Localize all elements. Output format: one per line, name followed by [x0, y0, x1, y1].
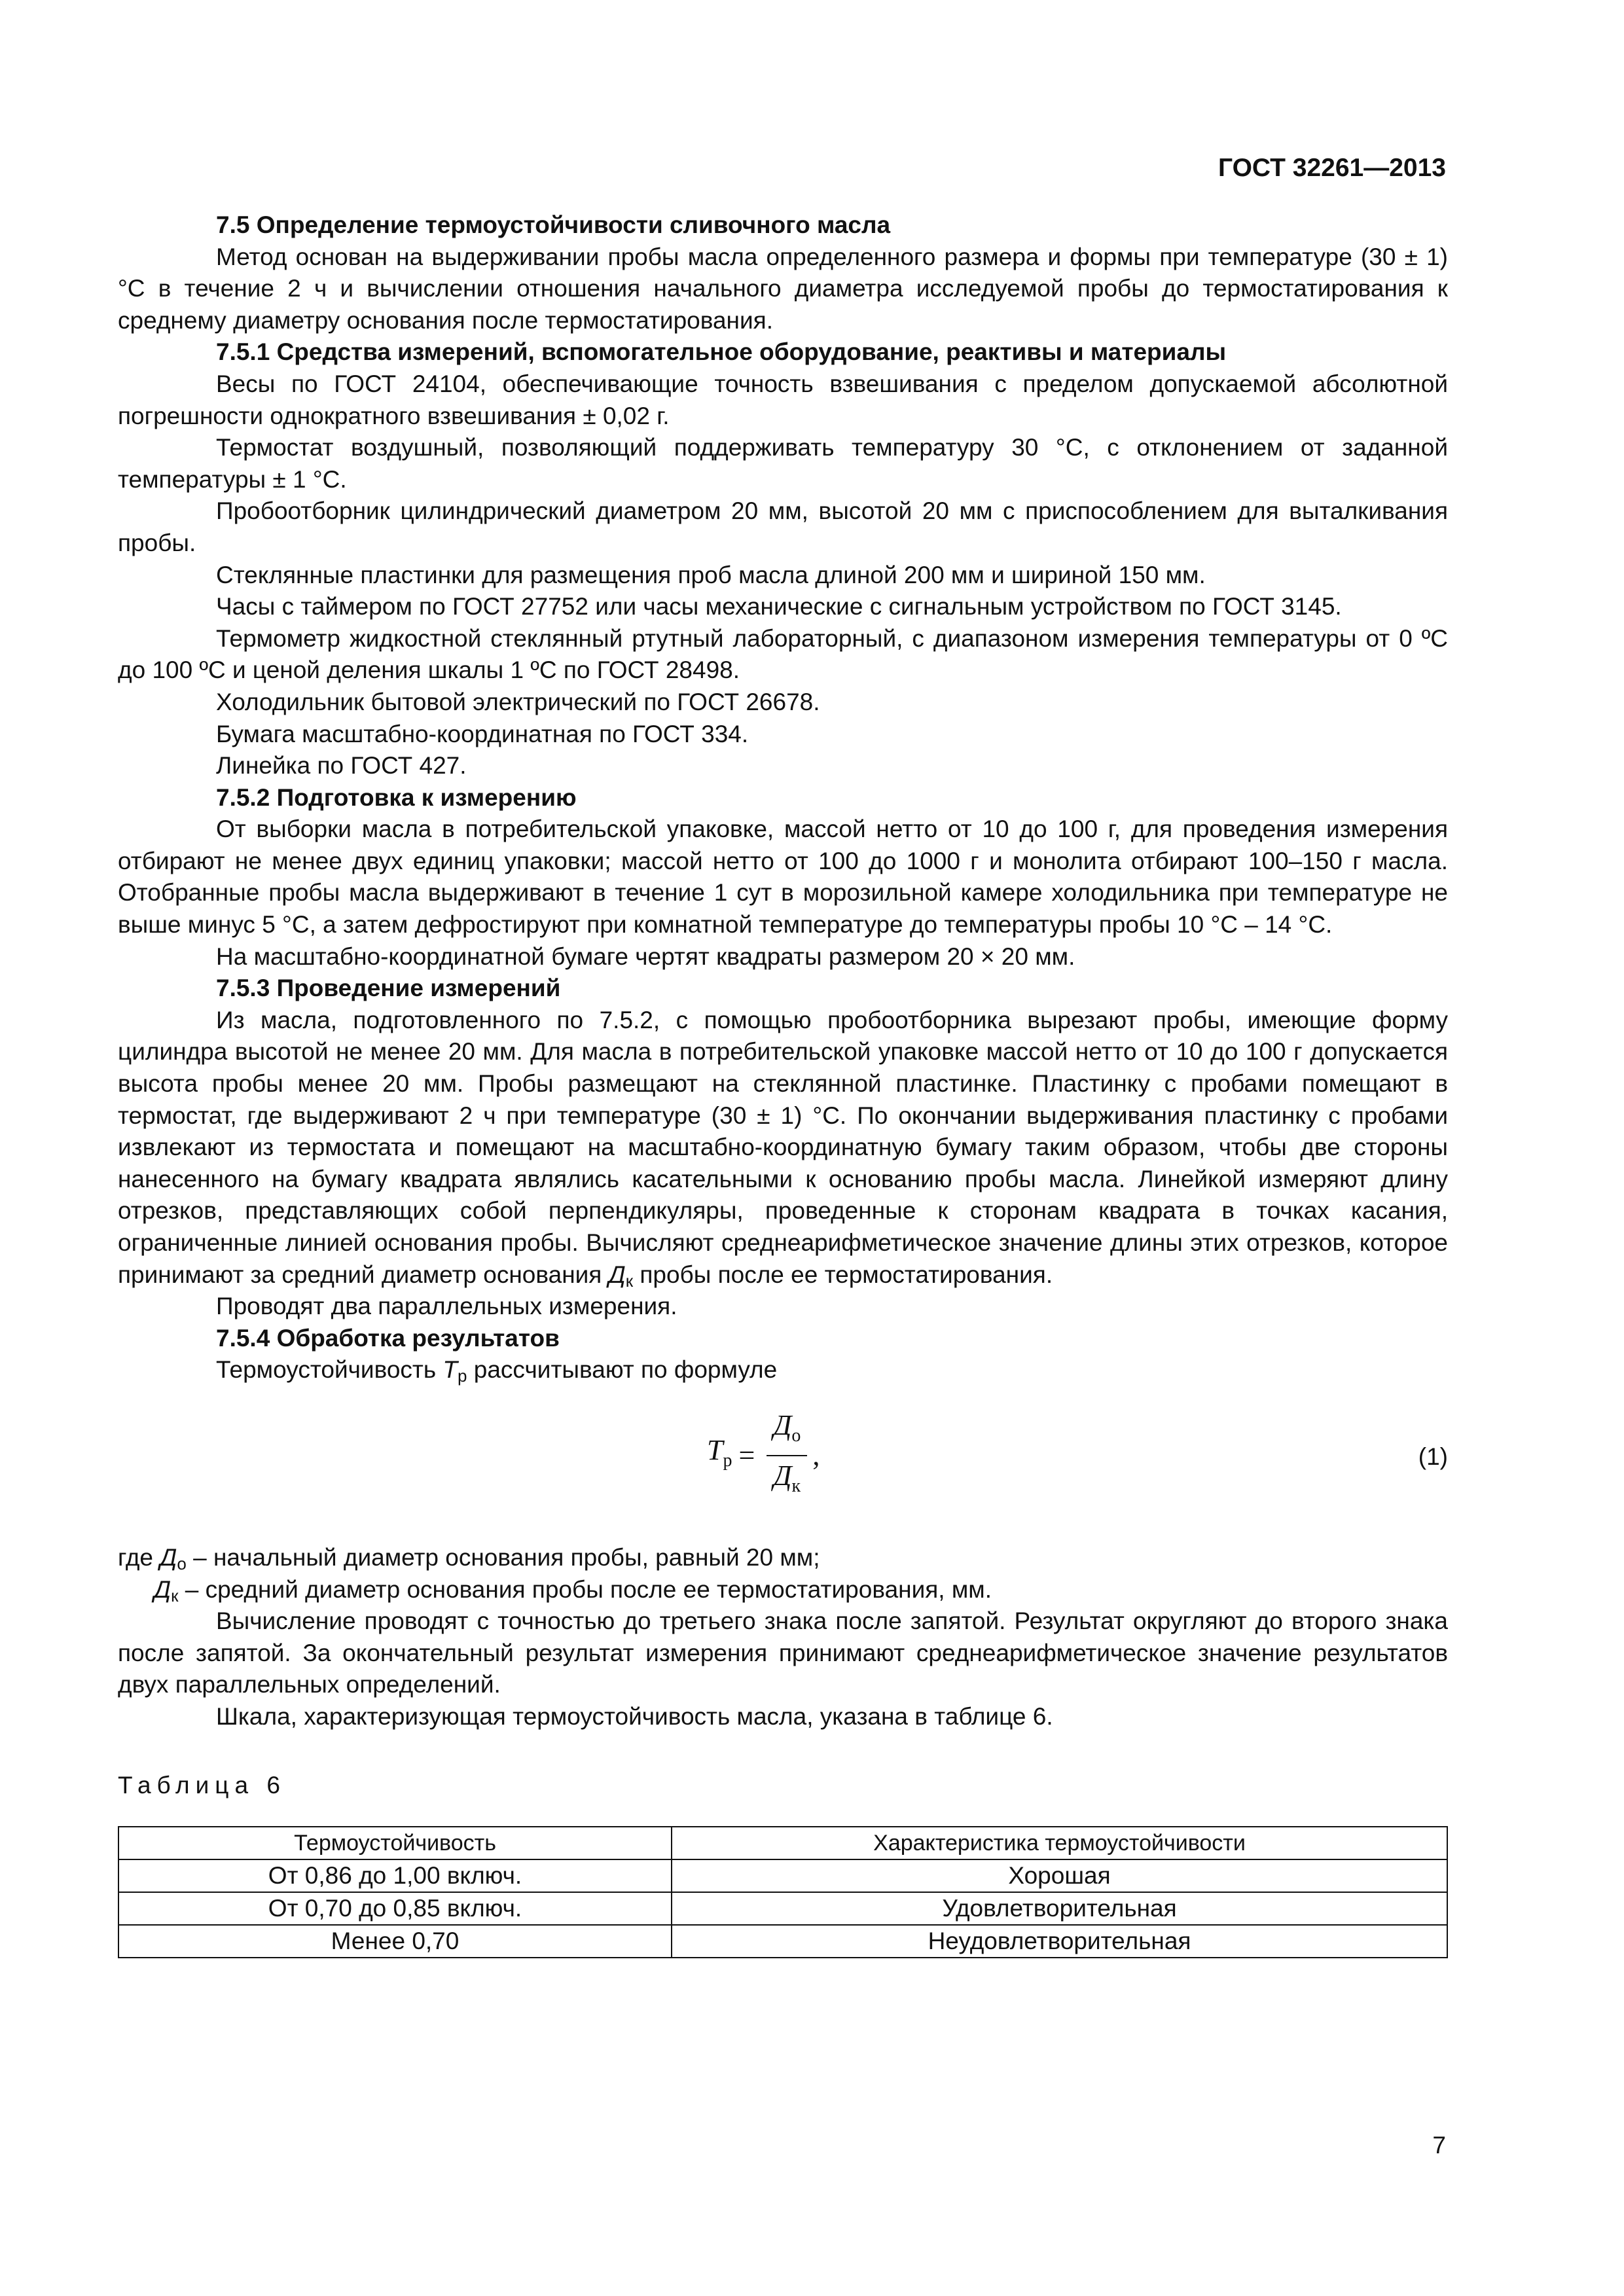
formula-denominator: [767, 1456, 808, 1503]
symbol-d0: Д: [160, 1543, 177, 1571]
formula-den-symbol: Д: [773, 1459, 792, 1492]
page-number: 7: [1432, 2132, 1446, 2159]
equipment-item: Бумага масштабно-координатная по ГОСТ 334.: [216, 720, 749, 747]
symbol-t: Т: [442, 1356, 458, 1384]
table-row: [118, 1925, 1447, 1958]
equipment-item: Термостат воздушный, позволяющий поддерживать температуру 30 °С, с отклонением от заданной температуры ± 1 °С.: [118, 434, 1448, 493]
section-7-5-3-paragraph: Проводят два параллельных измерения.: [216, 1293, 677, 1320]
formula-block: [118, 1403, 1448, 1528]
section-7-5-3-paragraph: [118, 1005, 1448, 1291]
definition-text: – средний диаметр основания пробы после ее термостатирования, мм.: [185, 1575, 992, 1603]
equipment-item: Термометр жидкостной стеклянный ртутный лабораторный, с диапазоном измерения температуры от 0 ºС до 100 ºС и ценой деления шкалы 1 ºС по ГОСТ 28498.: [118, 624, 1448, 684]
table-header-row: [118, 1827, 1447, 1859]
formula-number: (1): [1418, 1443, 1448, 1470]
document-standard-number: ГОСТ 32261—2013: [1218, 154, 1446, 182]
symbol-subscript: р: [458, 1366, 467, 1386]
paragraph-text: пробы после ее термостатирования.: [640, 1261, 1053, 1288]
table-header-cell: Характеристика термоустойчивости: [672, 1827, 1447, 1859]
definition-d0: [118, 1542, 1448, 1574]
section-7-5-paragraph: Метод основан на выдерживании пробы масла определенного размера и формы при температуре (30 ± 1) °С в течение 2 ч и вычислении отношения начального диаметра исследуемой пробы до термостатирования к среднему диаметру основания после термостатирования.: [118, 243, 1448, 334]
table-cell: Хорошая: [672, 1859, 1447, 1892]
section-7-5-4-paragraph: Шкала, характеризующая термоустойчивость масла, указана в таблице 6.: [216, 1702, 1053, 1730]
page-content: [118, 209, 1448, 1958]
symbol-subscript: о: [177, 1553, 187, 1573]
paragraph-text: Термоустойчивость: [216, 1356, 437, 1384]
equipment-item: Часы с таймером по ГОСТ 27752 или часы механические с сигнальным устройством по ГОСТ 3145.: [216, 593, 1342, 620]
paragraph-text: Из масла, подготовленного по 7.5.2, с помощью пробоотборника вырезают пробы, имеющие форму цилиндра высотой не менее 20 мм. Для масла в потребительской упаковке массой нетто от 10 до 100 г допускается высота пробы менее 20 мм. Пробы размещают на стеклянной пластинке. Пластинку с пробами помещают в термостат, где выдерживают 2 ч при температуре (30 ± 1) °С. По окончании выдерживания пластинку с пробами извлекают из термостата и помещают на масштабно-координатную бумагу таким образом, чтобы две стороны нанесенного на бумагу квадрата являлись касательными к основанию пробы масла. Линейкой измеряют длину отрезков, представляющих собой перпендикуляры, проведенные к сторонам квадрата в точках касания, ограниченные линией основания пробы. Вычисляют среднеарифметическое значение длины этих отрезков, которое принимают за средний диаметр основания: [118, 1006, 1448, 1288]
table-cell: Неудовлетворительная: [672, 1925, 1447, 1958]
section-7-5-2-paragraph: На масштабно-координатной бумаге чертят квадраты размером 20 × 20 мм.: [216, 942, 1075, 970]
definition-prefix: где: [118, 1543, 154, 1571]
formula-lhs-subscript: р: [723, 1450, 732, 1471]
definition-dk: [118, 1574, 1448, 1606]
section-7-5-4-paragraph: Вычисление проводят с точностью до третьего знака после запятой. Результат округляют до второго знака после запятой. За окончательный результат измерения принимают среднеарифметическое значение результатов двух параллельных определений.: [118, 1607, 1448, 1698]
formula-den-subscript: к: [791, 1475, 801, 1496]
symbol-subscript: к: [625, 1270, 634, 1291]
section-7-5-2-title: 7.5.2 Подготовка к измерению: [216, 783, 577, 811]
equipment-item: Линейка по ГОСТ 427.: [216, 752, 467, 780]
table-cell: От 0,70 до 0,85 включ.: [118, 1892, 672, 1925]
table-cell: Менее 0,70: [118, 1925, 672, 1958]
table-cell: Удовлетворительная: [672, 1892, 1447, 1925]
section-7-5-4-title: 7.5.4 Обработка результатов: [216, 1324, 560, 1352]
equipment-item: Весы по ГОСТ 24104, обеспечивающие точность взвешивания с пределом допускаемой абсолютной погрешности однократного взвешивания ± 0,02 г.: [118, 370, 1448, 429]
formula-comma: ,: [812, 1439, 820, 1472]
equipment-item: Стеклянные пластинки для размещения проб масла длиной 200 мм и шириной 150 мм.: [216, 561, 1206, 588]
thermal-stability-table: [118, 1826, 1448, 1958]
definition-text: – начальный диаметр основания пробы, равный 20 мм;: [193, 1543, 820, 1571]
formula-intro: [118, 1354, 1448, 1386]
formula-num-symbol: Д: [773, 1408, 792, 1441]
equipment-item: Пробоотборник цилиндрический диаметром 20 мм, высотой 20 мм с приспособлением для выталкивания пробы.: [118, 497, 1448, 556]
formula-equals: =: [738, 1439, 755, 1472]
paragraph-text: рассчитывают по формуле: [473, 1356, 778, 1384]
table-header-cell: Термоустойчивость: [118, 1827, 672, 1859]
section-7-5-3-title: 7.5.3 Проведение измерений: [216, 975, 561, 1002]
equipment-item: Холодильник бытовой электрический по ГОСТ 26678.: [216, 688, 820, 715]
formula-num-subscript: о: [791, 1425, 801, 1446]
table-cell: От 0,86 до 1,00 включ.: [118, 1859, 672, 1892]
formula-lhs-symbol: Т: [707, 1434, 723, 1467]
symbol-subscript: к: [171, 1585, 179, 1605]
formula-lhs: [707, 1435, 732, 1477]
table-row: [118, 1859, 1447, 1892]
symbol-dk: Д: [154, 1575, 171, 1603]
section-7-5-2-paragraph: От выборки масла в потребительской упаковке, массой нетто от 10 до 100 г, для проведения измерения отбирают не менее двух единиц упаковки; массой нетто от 100 до 1000 г и монолита отбирают 100–150 г масла. Отобранные пробы масла выдерживают в течение 1 сут в морозильной камере холодильника при температуре не выше минус 5 °С, а затем дефростируют при комнатной температуре до температуры пробы 10 °С – 14 °С.: [118, 816, 1448, 939]
section-7-5-1-title: 7.5.1 Средства измерений, вспомогательное оборудование, реактивы и материалы: [216, 338, 1227, 366]
formula: [707, 1410, 820, 1502]
formula-numerator: [767, 1410, 807, 1456]
table-row: [118, 1892, 1447, 1925]
symbol-d: Д: [608, 1261, 626, 1288]
formula-fraction: [767, 1410, 807, 1502]
section-7-5-title: 7.5 Определение термоустойчивости сливочного масла: [216, 211, 891, 238]
table-caption: Таблица 6: [118, 1771, 286, 1799]
